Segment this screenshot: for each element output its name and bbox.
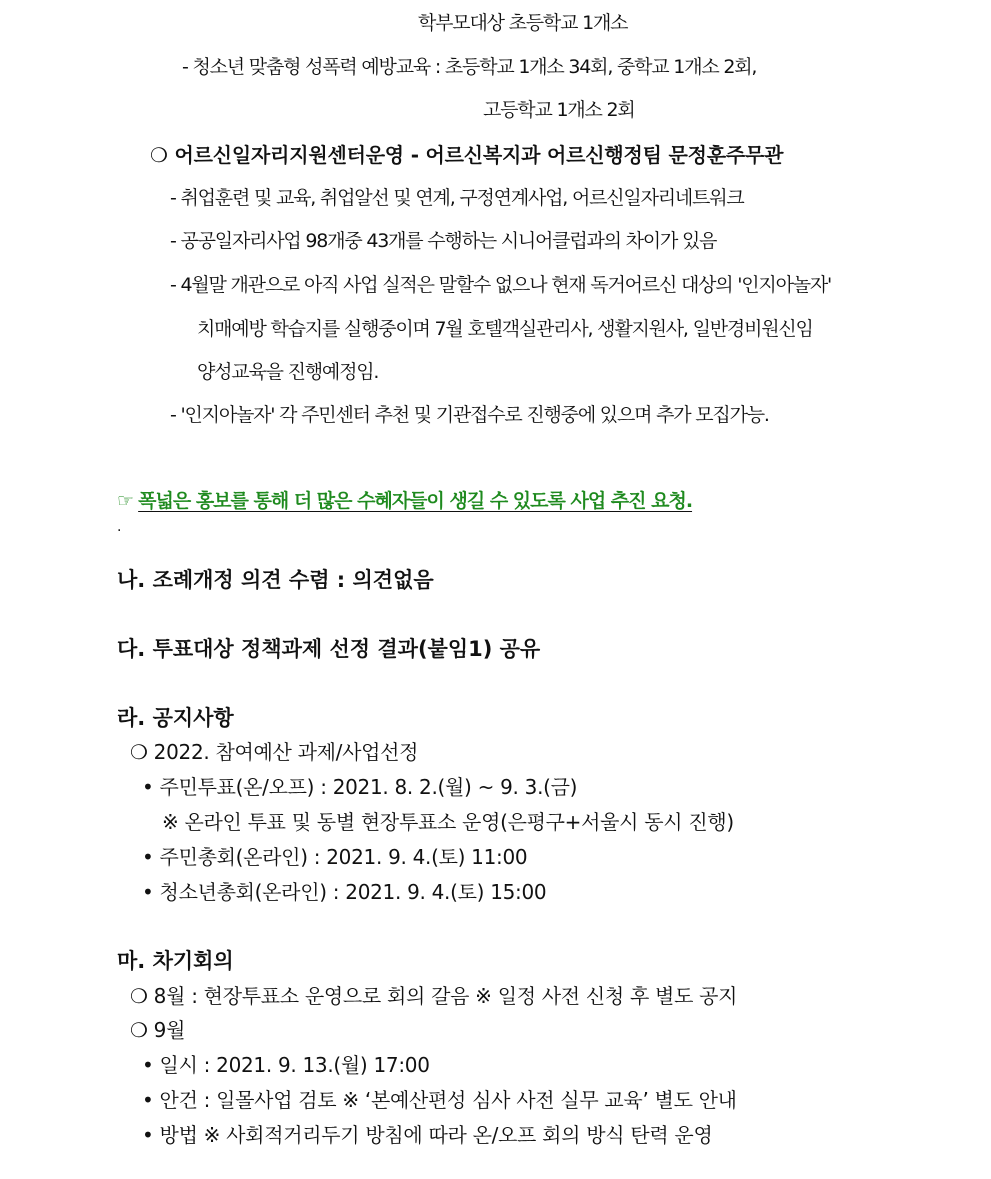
text-line: - 청소년 맞춤형 성폭력 예방교육 : 초등학교 1개소 34회, 중학교 1개소 2회, — [182, 56, 757, 78]
text-line: 고등학교 1개소 2회 — [483, 99, 635, 121]
bullet-item: • 청소년총회(온라인) : 2021. 9. 4.(토) 15:00 — [142, 880, 547, 904]
bullet-item: • 주민투표(온/오프) : 2021. 8. 2.(월) ~ 9. 3.(금) — [142, 775, 578, 799]
list-item: - 공공일자리사업 98개중 43개를 수행하는 시니어클럽과의 차이가 있음 — [170, 230, 717, 252]
section-heading-na: 나. 조례개정 의견 수렴 : 의견없음 — [117, 568, 434, 592]
sub-heading: ❍ 8월 : 현장투표소 운영으로 회의 갈음 ※ 일정 사전 신청 후 별도 공지 — [130, 984, 738, 1008]
list-item: - 취업훈련 및 교육, 취업알선 및 연계, 구정연계사업, 어르신일자리네트워크 — [170, 187, 744, 209]
section-heading-senior-center: ❍ 어르신일자리지원센터운영 - 어르신복지과 어르신행정팀 문정훈주무관 — [150, 143, 784, 167]
list-item: - 4월말 개관으로 아직 사업 실적은 말할수 없으나 현재 독거어르신 대상의 '인지아놀자' — [170, 274, 832, 296]
request-text: 폭넓은 홍보를 통해 더 많은 수혜자들이 생길 수 있도록 사업 추진 요청. — [138, 490, 693, 512]
bullet-item: • 안건 : 일몰사업 검토 ※ ‘본예산편성 심사 사전 실무 교육’ 별도 안내 — [142, 1088, 737, 1112]
list-item-continuation: 치매예방 학습지를 실행중이며 7월 호텔객실관리사, 생활지원사, 일반경비원신임 — [197, 318, 813, 340]
sub-heading: ❍ 2022. 참여예산 과제/사업선정 — [130, 740, 419, 764]
section-heading-ra: 라. 공지사항 — [117, 706, 234, 730]
sub-heading: ❍ 9월 — [130, 1018, 186, 1042]
bullet-item: • 주민총회(온라인) : 2021. 9. 4.(토) 11:00 — [142, 845, 528, 869]
text-line: 학부모대상 초등학교 1개소 — [418, 12, 628, 34]
pointing-hand-icon: ☞ — [117, 490, 134, 512]
dot-mark: . — [117, 519, 122, 535]
bullet-item: • 일시 : 2021. 9. 13.(월) 17:00 — [142, 1053, 430, 1077]
request-line — [117, 492, 692, 511]
list-item-continuation: 양성교육을 진행예정임. — [197, 361, 379, 383]
bullet-item: • 방법 ※ 사회적거리두기 방침에 따라 온/오프 회의 방식 탄력 운영 — [142, 1123, 713, 1147]
section-heading-ma: 마. 차기회의 — [117, 949, 234, 973]
section-heading-da: 다. 투표대상 정책과제 선정 결과(붙임1) 공유 — [117, 637, 541, 661]
note-item: ※ 온라인 투표 및 동별 현장투표소 운영(은평구+서울시 동시 진행) — [162, 810, 734, 834]
list-item: - '인지아놀자' 각 주민센터 추천 및 기관접수로 진행중에 있으며 추가 모집가능. — [170, 404, 769, 426]
